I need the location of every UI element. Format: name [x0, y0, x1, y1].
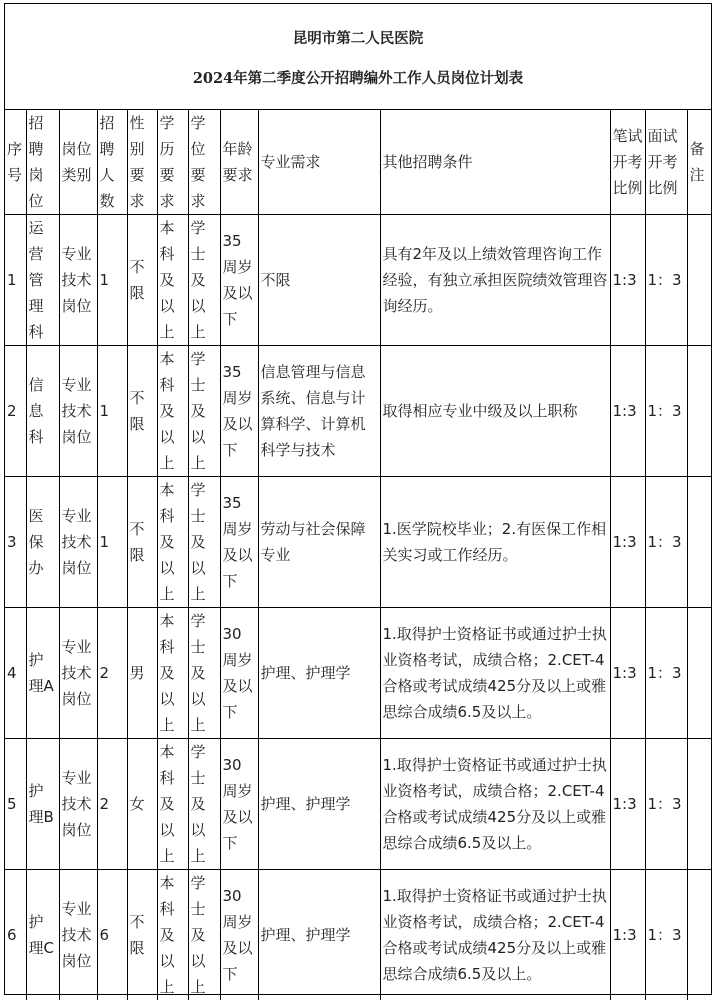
- cell-age: 35周岁及以下: [220, 477, 258, 608]
- cell-interview-ratio: 1：3: [645, 215, 687, 346]
- header-education: 学历要求: [157, 110, 188, 215]
- table-row: [5, 608, 711, 739]
- cell-count: 6: [97, 870, 127, 1000]
- cell-age: 30周岁及以下: [220, 870, 258, 1000]
- cell-position: 运营管理科: [26, 215, 59, 346]
- cell-note: [687, 477, 711, 608]
- cell-seq: 1: [5, 215, 26, 346]
- header-other: 其他招聘条件: [380, 110, 610, 215]
- cell-interview-ratio: 1：3: [645, 739, 687, 870]
- cell-written-ratio: 1:3: [610, 608, 645, 739]
- cell-seq: 4: [5, 608, 26, 739]
- cell-gender: 不限: [127, 477, 157, 608]
- cell-gender: 不限: [127, 346, 157, 477]
- cell-written-ratio: 1:3: [610, 870, 645, 1000]
- cell-degree: 学士及以上: [188, 739, 220, 870]
- cell-degree: 学士及以上: [188, 608, 220, 739]
- cell-interview-ratio: 1：3: [645, 870, 687, 1000]
- cell-note: [687, 739, 711, 870]
- cell-seq: 6: [5, 870, 26, 1000]
- cell-seq: 2: [5, 346, 26, 477]
- cell-major: 护理、护理学: [258, 870, 380, 1000]
- table-row: [5, 215, 711, 346]
- title-area: [5, 4, 711, 110]
- cell-education: 本科及以上: [157, 739, 188, 870]
- plan-title: 2024年第二季度公开招聘编外工作人员岗位计划表: [5, 50, 711, 90]
- cell-count: 1: [97, 346, 127, 477]
- header-age: 年龄要求: [220, 110, 258, 215]
- header-row: [5, 110, 711, 215]
- header-interview-ratio: 面试开考比例: [645, 110, 687, 215]
- cell-interview-ratio: 1：3: [645, 346, 687, 477]
- table-row: [5, 739, 711, 870]
- cell-category: 专业技术岗位: [59, 608, 97, 739]
- cell-age: 30周岁及以下: [220, 608, 258, 739]
- cell-age: 35周岁及以下: [220, 346, 258, 477]
- table-row: [5, 870, 711, 1000]
- cell-category: 专业技术岗位: [59, 870, 97, 1000]
- cell-gender: 男: [127, 608, 157, 739]
- cell-education: 本科及以上: [157, 870, 188, 1000]
- cell-other: 1.取得护士资格证书或通过护士执业资格考试，成绩合格；2.CET-4合格或考试成绩425分及以上或雅思综合成绩6.5及以上。: [380, 608, 610, 739]
- cell-other: 1.取得护士资格证书或通过护士执业资格考试，成绩合格；2.CET-4合格或考试成绩425分及以上或雅思综合成绩6.5及以上。: [380, 739, 610, 870]
- cell-age: 30周岁及以下: [220, 739, 258, 870]
- cell-other: 1.取得护士资格证书或通过护士执业资格考试，成绩合格；2.CET-4合格或考试成绩425分及以上或雅思综合成绩6.5及以上。: [380, 870, 610, 1000]
- cell-interview-ratio: 1：3: [645, 608, 687, 739]
- cell-note: [687, 870, 711, 1000]
- cell-other: 1.医学院校毕业；2.有医保工作相关实习或工作经历。: [380, 477, 610, 608]
- cell-major: 劳动与社会保障专业: [258, 477, 380, 608]
- cell-category: 专业技术岗位: [59, 215, 97, 346]
- cell-category: 专业技术岗位: [59, 346, 97, 477]
- cell-degree: 学士及以上: [188, 870, 220, 1000]
- cell-other: 具有2年及以上绩效管理咨询工作经验，有独立承担医院绩效管理咨询经历。: [380, 215, 610, 346]
- cell-note: [687, 346, 711, 477]
- cell-position: 信息科: [26, 346, 59, 477]
- cell-count: 2: [97, 608, 127, 739]
- cell-written-ratio: 1:3: [610, 739, 645, 870]
- cell-seq: 3: [5, 477, 26, 608]
- header-category: 岗位类别: [59, 110, 97, 215]
- cell-count: 1: [97, 215, 127, 346]
- cell-written-ratio: 1:3: [610, 477, 645, 608]
- cell-position: 护理C: [26, 870, 59, 1000]
- cell-other: 取得相应专业中级及以上职称: [380, 346, 610, 477]
- cell-written-ratio: 1:3: [610, 346, 645, 477]
- header-gender: 性别要求: [127, 110, 157, 215]
- cell-major: 护理、护理学: [258, 608, 380, 739]
- header-degree: 学位要求: [188, 110, 220, 215]
- header-note: 备注: [687, 110, 711, 215]
- cell-education: 本科及以上: [157, 215, 188, 346]
- cell-major: 不限: [258, 215, 380, 346]
- header-written-ratio: 笔试开考比例: [610, 110, 645, 215]
- cell-count: 1: [97, 477, 127, 608]
- cell-gender: 女: [127, 739, 157, 870]
- table-row: [5, 477, 711, 608]
- recruitment-table: [5, 110, 711, 1000]
- cell-category: 专业技术岗位: [59, 477, 97, 608]
- cell-education: 本科及以上: [157, 608, 188, 739]
- cell-count: 2: [97, 739, 127, 870]
- cell-note: [687, 215, 711, 346]
- cell-position: 护理B: [26, 739, 59, 870]
- cell-interview-ratio: 1：3: [645, 477, 687, 608]
- cell-written-ratio: 1:3: [610, 215, 645, 346]
- cell-major: 护理、护理学: [258, 739, 380, 870]
- cell-category: 专业技术岗位: [59, 739, 97, 870]
- cell-age: 35周岁及以下: [220, 215, 258, 346]
- cell-position: 医保办: [26, 477, 59, 608]
- cell-gender: 不限: [127, 215, 157, 346]
- cell-major: 信息管理与信息系统、信息与计算科学、计算机科学与技术: [258, 346, 380, 477]
- table-row: [5, 346, 711, 477]
- header-major: 专业需求: [258, 110, 380, 215]
- cell-education: 本科及以上: [157, 346, 188, 477]
- cell-position: 护理A: [26, 608, 59, 739]
- cell-seq: 5: [5, 739, 26, 870]
- header-position: 招聘岗位: [26, 110, 59, 215]
- cell-degree: 学士及以上: [188, 215, 220, 346]
- cell-note: [687, 608, 711, 739]
- cell-gender: 不限: [127, 870, 157, 1000]
- header-count: 招聘人数: [97, 110, 127, 215]
- cell-degree: 学士及以上: [188, 477, 220, 608]
- cell-education: 本科及以上: [157, 477, 188, 608]
- header-seq: 序号: [5, 110, 26, 215]
- recruitment-plan-sheet: [4, 3, 712, 995]
- cell-degree: 学士及以上: [188, 346, 220, 477]
- hospital-name: 昆明市第二人民医院: [5, 4, 711, 50]
